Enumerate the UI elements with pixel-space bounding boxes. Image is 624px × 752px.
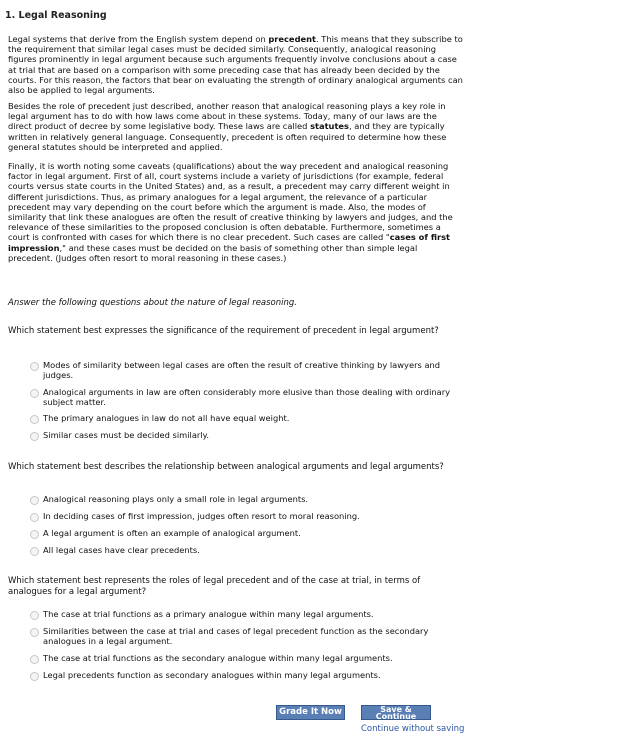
- question-1: Which statement best expresses the significance of the requirement of precedent in legal argument?: [8, 326, 439, 336]
- option-label: In deciding cases of first impression, judges often resort to moral reasoning.: [43, 511, 360, 521]
- radio-button[interactable]: [30, 672, 39, 681]
- radio-button[interactable]: [30, 513, 39, 522]
- radio-button[interactable]: [30, 362, 39, 371]
- p3-text: Finally, it is worth noting some caveats (qualifications) about the way precedent and analogical reasoning factor in legal argument. First of all, court systems include a variety of jurisdictions (for example, federal courts versus state courts in the United States) and, as a result, a precedent may carry different weight in different jurisdictions. Thus, as primary analogues for a legal argument, the relevance of a particular precedent may vary depending on the court before which the argument is made. Also, the modes of similarity that link these analogues are often the result of creative thinking by lawyers and judges, and the relevance of these similarities to the proposed conclusion is often debatable. Furthermore, sometimes a court is confronted with cases for which there is no clear precedent. Such cases are called ": [8, 161, 453, 243]
- radio-button[interactable]: [30, 389, 39, 398]
- q1-option-1[interactable]: [30, 360, 460, 380]
- save-label-line-1: Save &: [380, 705, 412, 714]
- q1-option-3[interactable]: [30, 413, 460, 424]
- p2-bold: statutes: [310, 121, 349, 132]
- q1-option-2[interactable]: [30, 387, 460, 407]
- option-label: Legal precedents function as secondary analogues within many legal arguments.: [43, 670, 381, 680]
- p3-bold: cases of first impression: [8, 232, 450, 253]
- continue-without-saving-link[interactable]: Continue without saving: [361, 724, 465, 734]
- q2-option-1[interactable]: [30, 494, 460, 505]
- p2-text-2: , and they are typically written in relatively general language. Consequently, precedent is often required to determine how these general statutes should be interpreted and applied.: [8, 121, 447, 152]
- passage-paragraph-2: [8, 101, 463, 152]
- option-label: Similar cases must be decided similarly.: [43, 430, 209, 440]
- p3-text-2: ," and these cases must be decided on the basis of something other than simple legal precedent. (Judges often resort to moral reasoning in these cases.): [8, 242, 418, 263]
- question-3: Which statement best represents the roles of legal precedent and of the case at trial, in terms of analogues for a legal argument?: [8, 576, 421, 597]
- option-label: The case at trial functions as the secondary analogue within many legal arguments.: [43, 653, 393, 663]
- radio-button[interactable]: [30, 547, 39, 556]
- passage-paragraph-3: [8, 161, 463, 263]
- instructions: Answer the following questions about the nature of legal reasoning.: [8, 298, 297, 308]
- radio-button[interactable]: [30, 611, 39, 620]
- q2-option-4[interactable]: [30, 545, 460, 556]
- section-heading: 1. Legal Reasoning: [5, 10, 107, 21]
- option-label: Analogical arguments in law are often considerably more elusive than those dealing with ordinary subject matter.: [43, 387, 451, 408]
- radio-button[interactable]: [30, 530, 39, 539]
- option-label: The primary analogues in law do not all have equal weight.: [43, 413, 290, 423]
- q3-option-1[interactable]: [30, 609, 460, 620]
- p2-text: Besides the role of precedent just described, another reason that analogical reasoning plays a key role in legal argument has to do with how laws come about in these systems. Today, many of our laws are the direct product of decree by some legislative body. These laws are called: [8, 101, 446, 132]
- option-label: Modes of similarity between legal cases are often the result of creative thinking by lawyers and judges.: [43, 360, 441, 381]
- q1-option-4[interactable]: [30, 430, 460, 441]
- passage-paragraph-1: [8, 34, 463, 95]
- question-2: Which statement best describes the relationship between analogical arguments and legal arguments?: [8, 462, 444, 472]
- q2-option-2[interactable]: [30, 511, 460, 522]
- q3-option-3[interactable]: [30, 653, 460, 664]
- option-label: Analogical reasoning plays only a small role in legal arguments.: [43, 494, 309, 504]
- radio-button[interactable]: [30, 628, 39, 637]
- p1-text: Legal systems that derive from the English system depend on: [8, 34, 269, 44]
- save-label-line-2: Continue: [375, 712, 417, 720]
- p1-text-2: . This means that they subscribe to the requirement that similar legal cases must be decided similarly. Consequently, analogical reasoning figures prominently in legal argument because such arguments frequently involve conclusions about a case at trial that are based on a comparison with some preceding case that has already been decided by the courts. For this reason, the factors that bear on evaluating the strength of ordinary analogical arguments can also be applied to legal arguments.: [8, 34, 463, 96]
- option-label: A legal argument is often an example of analogical argument.: [43, 528, 301, 538]
- radio-button[interactable]: [30, 415, 39, 424]
- option-label: Similarities between the case at trial and cases of legal precedent function as the secondary analogues in a legal argument.: [43, 626, 429, 647]
- q3-option-2[interactable]: [30, 626, 460, 646]
- radio-button[interactable]: [30, 432, 39, 441]
- save-and-continue-button[interactable]: [361, 705, 431, 720]
- radio-button[interactable]: [30, 655, 39, 664]
- option-label: The case at trial functions as a primary analogue within many legal arguments.: [43, 609, 374, 619]
- option-label: All legal cases have clear precedents.: [43, 545, 200, 555]
- q2-option-3[interactable]: [30, 528, 460, 539]
- p1-bold: precedent: [268, 34, 317, 44]
- grade-it-now-button[interactable]: Grade It Now: [276, 705, 345, 720]
- radio-button[interactable]: [30, 496, 39, 505]
- q3-option-4[interactable]: [30, 670, 460, 681]
